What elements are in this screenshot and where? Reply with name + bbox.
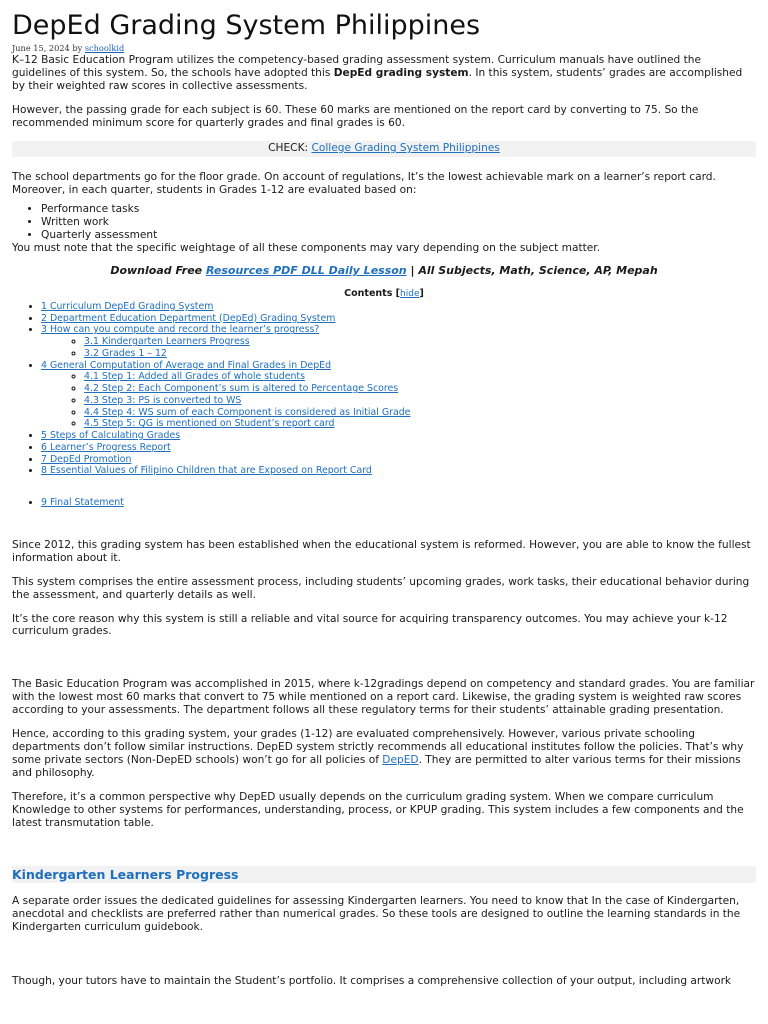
toc-hide-link[interactable]: hide: [400, 288, 420, 299]
section-heading-kindergarten: Kindergarten Learners Progress: [12, 866, 756, 883]
kinder-paragraph-2: Though, your tutors have to maintain the Student’s portfolio. It comprises a comprehensive collection of your output, including artwork: [12, 974, 732, 987]
body-paragraph-4: The Basic Education Program was accomplished in 2015, where k-12gradings depend on competency and standard grades. You are familiar with the lowest most 60 marks that convert to 75 while mentioned on a report card. Likewise, the grading system is weighted raw scores according to your assessments. The department follows all these regulatory terms for their students’ attainable grading presentation.: [12, 678, 755, 717]
page-title: DepEd Grading System Philippines: [12, 10, 481, 41]
toc-item-4-5[interactable]: ◦ 4.5 Step 5: QG is mentioned on Student’s report card: [84, 418, 756, 430]
post-by: by: [72, 43, 83, 54]
list-item: • Performance tasks: [41, 203, 756, 216]
deped-link[interactable]: DepED: [382, 753, 419, 766]
kinder-paragraph-1: A separate order issues the dedicated guidelines for assessing Kindergarten learners. You need to know that In the case of Kindergarten, anecdotal and checklists are preferred rather than numerical grades. So these tools are designed to outline the learning standards in the Kindergarten curriculum guidebook.: [12, 894, 741, 933]
table-of-contents: [12, 301, 756, 509]
toc-item-1[interactable]: • 1 Curriculum DepEd Grading System: [41, 301, 756, 313]
check-link[interactable]: College Grading System Philippines: [311, 142, 500, 154]
toc-item-6[interactable]: • 6 Learner’s Progress Report: [41, 442, 756, 454]
assessment-list: [12, 203, 756, 242]
floor-paragraph: The school departments go for the floor grade. On account of regulations, It’s the lowest achievable mark on a learner’s report card. Moreover, in each quarter, students in Grades 1-12 are evaluated based on:: [12, 170, 716, 196]
body-paragraph-2: This system comprises the entire assessment process, including students’ upcoming grades, work tasks, their educational behavior during the assessment, and quarterly details as well.: [12, 575, 750, 601]
spacer: [12, 841, 756, 866]
download-callout: Download Free Resources PDF DLL Daily Lesson | All Subjects, Math, Science, AP, Mepah: [110, 264, 658, 278]
intro-bold-term: DepEd grading system: [333, 67, 469, 80]
intro-paragraph-1: K–12 Basic Education Program utilizes the competency-based grading assessment system. Curriculum manuals have outlined the guidelines of this system. So, the schools have adopted this DepEd grading system. In this system, students’ grades are accomplished by their weighted raw scores in collective assessments.: [12, 54, 743, 93]
body-paragraph-1: Since 2012, this grading system has been established when the educational system is reformed. However, you are able to know the fullest information about it.: [12, 538, 751, 564]
toc-item-5[interactable]: • 5 Steps of Calculating Grades: [41, 430, 756, 442]
weightage-note: You must note that the specific weightage of all these components may vary depending on the subject matter.: [12, 241, 601, 254]
toc-item-4[interactable]: • 4 General Computation of Average and Final Grades in DepEd ◦ 4.1 Step 1: Added all Grades of whole students ◦ 4.2 Step 2: Each Component’s sum is altered to Percentage Scores ◦ 4.3 Step 3: PS is converted to WS ◦ 4.4 Step 4: WS sum of each Component is considered as Initial Grade ◦ 4.5 Step 5: QG is mentioned on Student’s report card: [41, 360, 756, 431]
toc-gap: [41, 477, 756, 497]
intro-paragraph-2: However, the passing grade for each subject is 60. These 60 marks are mentioned on the report card by converting to 75. So the recommended minimum score for quarterly grades and final grades is 60.: [12, 104, 699, 130]
toc-item-3-1[interactable]: ◦ 3.1 Kindergarten Learners Progress: [84, 336, 756, 348]
post-meta: [12, 43, 756, 53]
toc-item-3[interactable]: • 3 How can you compute and record the learner’s progress? ◦ 3.1 Kindergarten Learners Progress ◦ 3.2 Grades 1 – 12: [41, 324, 756, 359]
body-paragraph-3: It’s the core reason why this system is still a reliable and vital source for acquiring transparency outcomes. You may achieve your k-12 curriculum grades.: [12, 612, 728, 638]
toc-item-4-4[interactable]: ◦ 4.4 Step 4: WS sum of each Component is considered as Initial Grade: [84, 407, 756, 419]
toc-item-2[interactable]: • 2 Department Education Department (DepEd) Grading System: [41, 313, 756, 325]
body-paragraph-5: Hence, according to this grading system, your grades (1-12) are evaluated comprehensively. However, various private schooling departments don’t follow similar instructions. DepED system strictly recommends all educational institutes follow the policies. That’s why some private sectors (Non-DepED schools) won’t go for all policies of DepED. They are permitted to alter various terms for their missions and philosophy.: [12, 728, 744, 779]
toc-item-4-2[interactable]: ◦ 4.2 Step 2: Each Component’s sum is altered to Percentage Scores: [84, 383, 756, 395]
spacer: [12, 649, 756, 678]
post-date: June 15, 2024: [12, 43, 70, 54]
download-link[interactable]: Resources PDF DLL Daily Lesson: [205, 264, 407, 278]
toc-item-3-2[interactable]: ◦ 3.2 Grades 1 – 12: [84, 348, 756, 360]
spacer: [12, 509, 756, 539]
body-paragraph-6: Therefore, it’s a common perspective why DepED usually depends on the curriculum grading system. When we compare curriculum Knowledge to other systems for performances, understanding, process, or KPUP grading. This system includes a few components and the latest transmutation table.: [12, 790, 744, 829]
author-link[interactable]: schoolkid: [84, 43, 125, 54]
toc-item-4-3[interactable]: ◦ 4.3 Step 3: PS is converted to WS: [84, 395, 756, 407]
toc-item-4-1[interactable]: ◦ 4.1 Step 1: Added all Grades of whole students: [84, 371, 756, 383]
toc-title: Contents [hide]: [344, 287, 424, 299]
list-item: • Quarterly assessment: [41, 229, 756, 242]
check-callout: [12, 141, 756, 157]
spacer: [12, 945, 756, 975]
toc-item-7[interactable]: • 7 DepEd Promotion: [41, 454, 756, 466]
toc-item-8[interactable]: • 8 Essential Values of Filipino Children that are Exposed on Report Card: [41, 465, 756, 477]
toc-item-9[interactable]: • 9 Final Statement: [41, 497, 756, 509]
list-item: • Written work: [41, 216, 756, 229]
check-prefix: CHECK:: [268, 142, 309, 154]
